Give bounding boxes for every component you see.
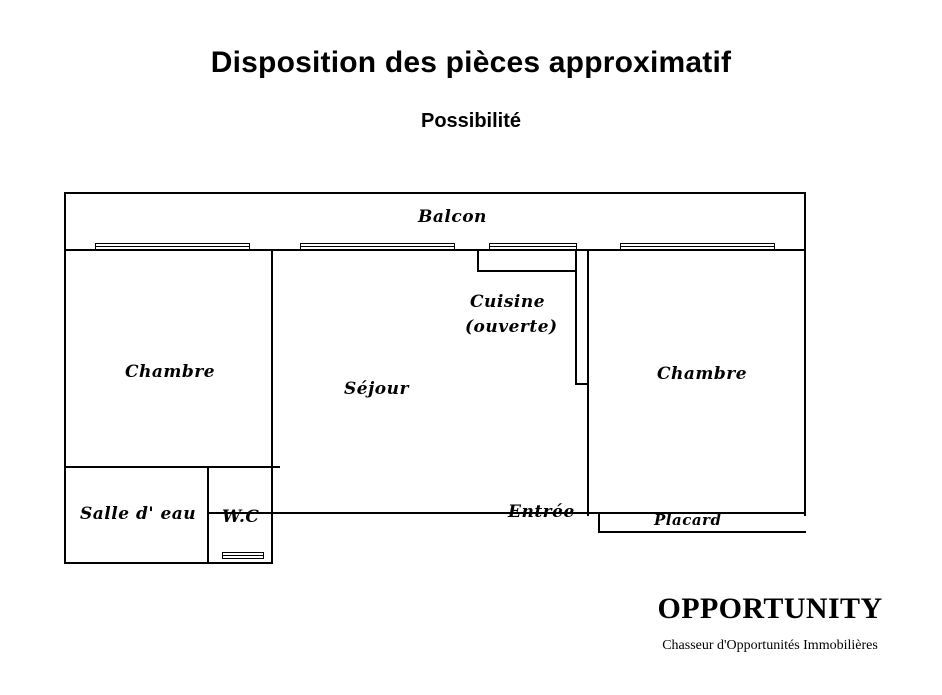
label-wc: W.C (222, 507, 260, 527)
wall-bathroom-right (207, 466, 209, 563)
wall-kitchen-bedroom-link (575, 383, 589, 385)
wall-closet-bottom (598, 531, 806, 533)
brand-tagline: Chasseur d'Opportunités Immobilières (662, 638, 878, 653)
label-chambre-right: Chambre (657, 364, 748, 384)
wall-kitchen-top (477, 270, 577, 272)
label-salle-eau: Salle d' eau (80, 504, 197, 524)
page-title: Disposition des pièces approximatif (210, 46, 732, 79)
wall-kitchen-right (575, 250, 577, 384)
window-living-room (300, 243, 455, 250)
wall-kitchen-left (477, 250, 479, 272)
wall-bathroom-top (64, 466, 280, 468)
label-placard: Placard (654, 511, 722, 529)
window-left-bedroom (95, 243, 250, 250)
wall-left-bedroom-right (271, 250, 273, 466)
brand-name: OPPORTUNITY (657, 592, 883, 625)
wall-outer-left-upper (64, 192, 66, 564)
label-cuisine-ouverte: (ouverte) (465, 317, 558, 337)
label-entree: Entrée (508, 502, 575, 522)
label-sejour: Séjour (344, 379, 409, 399)
wall-outer-top (64, 192, 806, 194)
page-subtitle: Possibilité (420, 110, 522, 132)
window-right-bedroom (620, 243, 775, 250)
wall-outer-right (804, 192, 806, 516)
wall-lower-bottom (64, 562, 273, 564)
wall-closet-left (598, 512, 600, 533)
label-chambre-left: Chambre (125, 362, 216, 382)
label-cuisine: Cuisine (470, 292, 546, 312)
label-balcon: Balcon (418, 207, 487, 227)
door-wc (222, 552, 264, 559)
window-kitchen (489, 243, 577, 250)
wall-wc-right (271, 466, 273, 563)
